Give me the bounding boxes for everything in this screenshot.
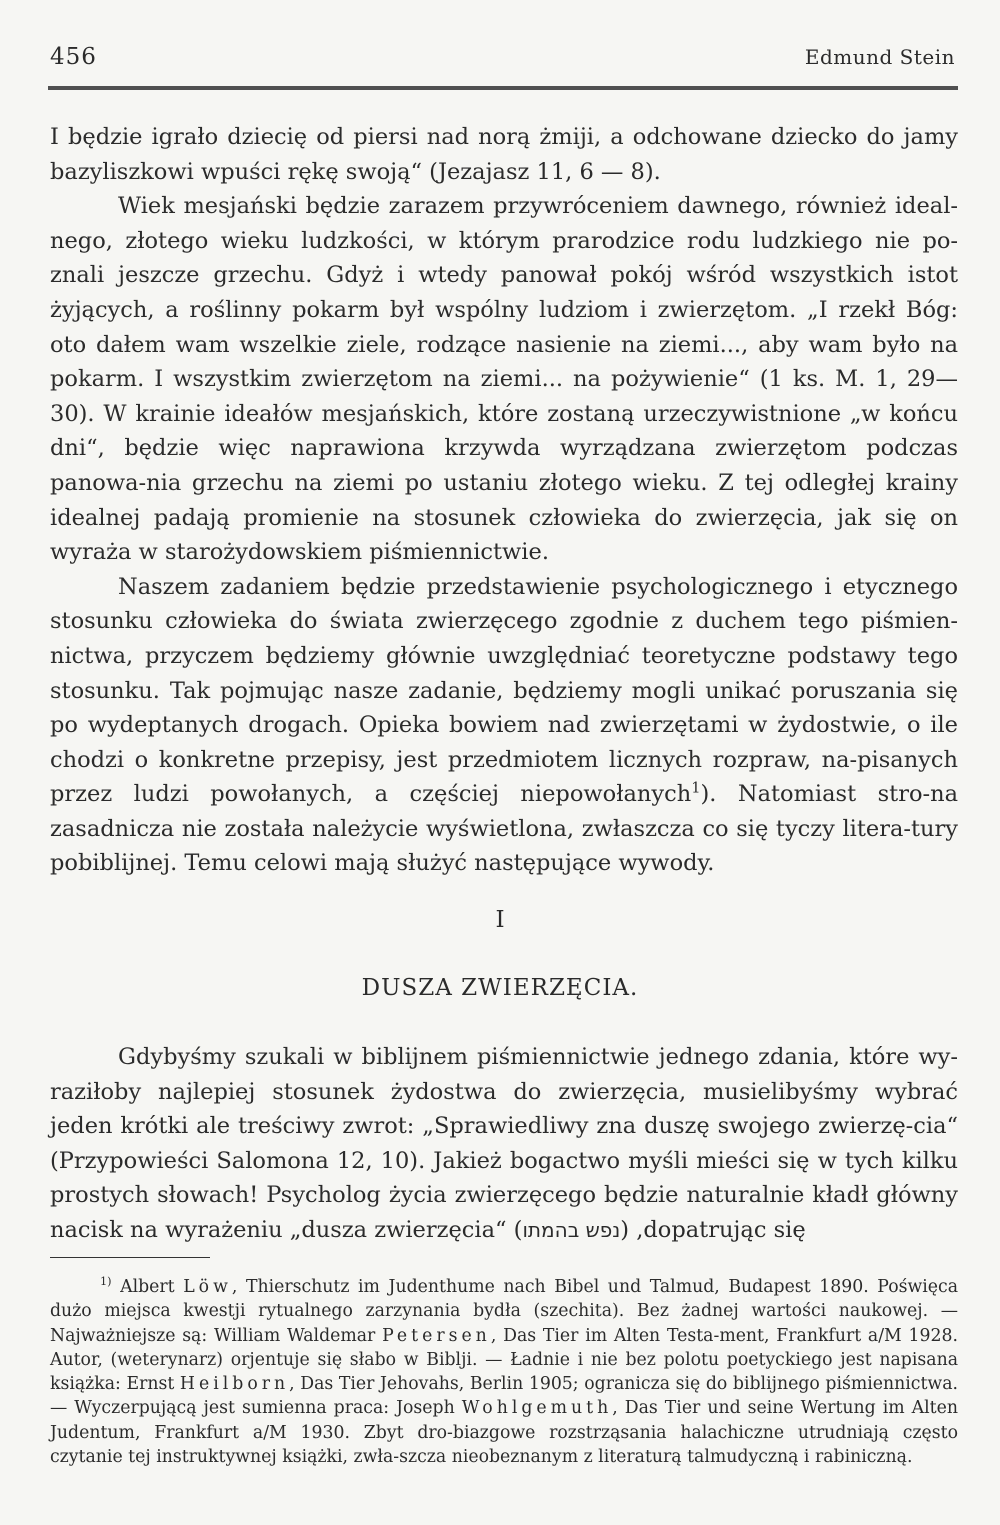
paragraph-continuation: I będzie igrało dziecię od piersi nad norą żmiji, a odchowane dziecko do jamy bazyliszkowi wpuści rękę swoją“ (Jezajasz 11, 6 — 8). bbox=[50, 124, 958, 185]
section-number: I bbox=[495, 907, 505, 933]
footnote-text: , Das Tier und seine Wertung im Alten Judentum, Frankfurt a/M 1930. Zbyt dro-biazgowe rozstrząsania halachiczne utrudniają często czytanie tej instruktywnej książki, zwła-szcza nieobeznanym z literaturą talmudyczną i rabiniczną. bbox=[50, 1398, 958, 1468]
paragraph-animal-soul bbox=[50, 1040, 958, 1248]
section-title: DUSZA ZWIERZĘCIA. bbox=[361, 975, 639, 1001]
author-petersen: Petersen bbox=[382, 1325, 491, 1346]
paragraph-task-text: Naszem zadaniem będzie przedstawienie psychologicznego i etycznego stosunku człowieka do świata zwierzęcego zgodnie z duchem tego piśmien-nictwa, przyczem będziemy głównie uwzględniać teoretyczne podstawy tego stosunku. Tak pojmując nasze zadanie, będziemy mogli unikać poruszania się po wydeptanych drogach. Opieka bowiem nad zwierzętami w żydostwie, o ile chodzi o konkretne przepisy, jest przedmiotem licznych rozpraw, na-pisanych przez ludzi powołanych, a częściej niepowołanych bbox=[50, 573, 958, 808]
footnote-reference: 1 bbox=[691, 779, 701, 797]
section-body-text bbox=[50, 1040, 958, 1248]
paragraph-animal-soul-tail: ) ,dopatrując się bbox=[620, 1216, 806, 1243]
footnote-text: Albert bbox=[120, 1277, 184, 1297]
footnote-text: , Thierschutz im Judenthume nach Bibel und Talmud, Budapest 1890. Poświęca dużo miejsca kwestji rytualnego zarzynania bydła (szechita). Bez żadnej wartości naukowej. — Najważniejsze są: William Waldemar bbox=[50, 1277, 958, 1346]
footnote-text: , Das Tier im Alten Testa-ment, Frankfurt a/M 1928. Autor, (weterynarz) orjentuje się słabo w Biblji. — Ładnie i nie bez polotu poetyckiego jest napisana książka: Ernst bbox=[50, 1325, 958, 1395]
footnotes bbox=[50, 1275, 958, 1469]
paragraph-messianic-age: Wiek mesjański będzie zarazem przywróceniem dawnego, również ideal-nego, złotego wieku ludzkości, w którym prarodzice rodu ludzkiego nie po-znali jeszcze grzechu. Gdyż i wtedy panował pokój wśród wszystkich istot żyjących, a roślinny pokarm był wspólny ludziom i zwierzętom. „I rzekł Bóg: oto dałem wam wszelkie ziele, rodzące nasienie na ziemi..., aby wam było na pokarm. I wszystkim zwierzętom na ziemi... na pożywienie“ (1 ks. M. 1, 29—30). W krainie ideałów mesjańskich, które zostaną urzeczywistnione „w końcu dni“, będzie więc naprawiona krzywda wyrządzana zwierzętom podczas panowa-nia grzechu na ziemi po ustaniu złotego wieku. Z tej odległej krainy idealnej padają promienie na stosunek człowieka do zwierzęcia, jak się on wyraża w starożydowskiem piśmiennictwie. bbox=[50, 193, 958, 566]
footnote-rule bbox=[50, 1257, 210, 1258]
hebrew-phrase: נפש בהמתו bbox=[522, 1217, 621, 1242]
footnote-text: , Das Tier Jehovahs, Berlin 1905; ogranicza się do biblijnego piśmiennictwa. — Wyczerpującą jest sumienna praca: Joseph bbox=[50, 1374, 958, 1419]
running-head bbox=[50, 44, 955, 74]
footnote-1 bbox=[50, 1275, 958, 1469]
paragraph-animal-soul-text: Gdybyśmy szukali w biblijnem piśmiennictwie jednego zdania, które wy-raziłoby najlepiej stosunek żydostwa do zwierzęcia, musielibyśmy wybrać jeden krótki ale treściwy zwrot: „Sprawiedliwy zna duszę swojego zwierzę-cia“ (Przypowieści Salomona 12, 10). Jakież bogactwo myśli mieści się w tych kilku prostych słowach! Psycholog życia zwierzęcego będzie naturalnie kładł główny nacisk na wyrażeniu „dusza zwierzęcia“ ( bbox=[50, 1044, 958, 1243]
author-heilborn: Heilborn bbox=[179, 1374, 290, 1395]
author-low: Löw bbox=[183, 1277, 232, 1297]
body-text bbox=[50, 120, 958, 881]
footnote-marker: 1) bbox=[100, 1275, 112, 1289]
header-rule bbox=[48, 86, 958, 90]
running-title: Edmund Stein bbox=[804, 45, 955, 69]
page-number: 456 bbox=[50, 44, 97, 70]
paragraph-task bbox=[50, 570, 958, 881]
paragraph-task-text-end: ). Natomiast stro-na zasadnicza nie została należycie wyświetlona, zwłaszcza co się tyczy litera-tury pobiblijnej. Temu celowi mają służyć następujące wywody. bbox=[50, 781, 959, 877]
author-wohlgemuth: Wohlgemuth bbox=[461, 1398, 613, 1419]
